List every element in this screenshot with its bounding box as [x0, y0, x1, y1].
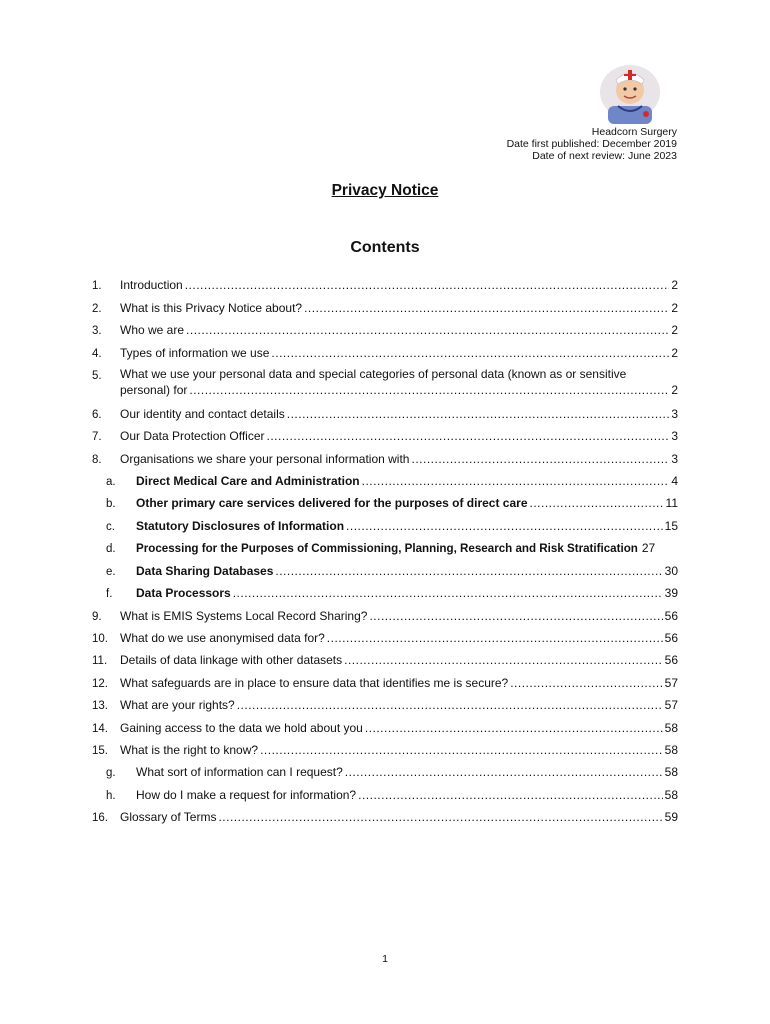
toc-label: What are your rights? — [120, 698, 235, 712]
toc-number: 1. — [92, 280, 102, 292]
toc-entry[interactable] — [92, 696, 678, 712]
toc-entry[interactable] — [92, 344, 678, 360]
contents-heading: Contents — [350, 239, 420, 256]
toc-page: 58 — [664, 743, 678, 757]
toc-label: What is EMIS Systems Local Record Sharing? — [120, 609, 368, 623]
toc-label: Data Sharing Databases — [136, 564, 274, 578]
toc-leader — [369, 609, 662, 623]
toc-leader — [185, 278, 670, 292]
toc-number: f. — [106, 588, 113, 600]
toc-leader — [362, 474, 670, 488]
document-meta — [507, 126, 677, 162]
toc-number: 13. — [92, 700, 108, 712]
toc-page: 58 — [664, 721, 678, 735]
toc-subentry[interactable] — [92, 539, 678, 555]
toc-label: Organisations we share your personal information with — [120, 452, 410, 466]
toc-label: Data Processors — [136, 586, 231, 600]
toc-number: 5. — [92, 370, 102, 382]
toc-number: 10. — [92, 633, 108, 645]
toc-leader — [260, 743, 663, 757]
toc-leader — [218, 810, 662, 824]
toc-entry[interactable] — [92, 299, 678, 315]
toc-number: 11. — [92, 655, 108, 667]
toc-number: c. — [106, 521, 115, 533]
toc-label: What sort of information can I request? — [136, 765, 343, 779]
toc-entry[interactable] — [92, 808, 678, 824]
toc-entry[interactable] — [92, 674, 678, 690]
toc-leader — [411, 452, 669, 466]
toc-entry[interactable] — [92, 405, 678, 421]
page-number: 1 — [382, 953, 388, 965]
toc-number: 9. — [92, 611, 102, 623]
toc-page: 15 — [664, 519, 678, 533]
toc-leader — [530, 496, 664, 510]
toc-entry[interactable] — [92, 450, 678, 466]
toc-leader — [344, 653, 663, 667]
toc-label: Statutory Disclosures of Information — [136, 519, 345, 533]
toc-leader — [345, 765, 663, 779]
toc-label: What is this Privacy Notice about? — [120, 301, 303, 315]
toc-label: How do I make a request for information? — [136, 788, 357, 802]
toc-number: 14. — [92, 723, 108, 735]
toc-label: Our identity and contact details — [120, 407, 285, 421]
toc-label: Direct Medical Care and Administration — [136, 474, 360, 488]
toc-label: Details of data linkage with other datasets — [120, 653, 343, 667]
toc-entry[interactable] — [92, 651, 678, 667]
toc-number: a. — [106, 476, 116, 488]
toc-leader — [186, 323, 669, 337]
toc-page: 58 — [664, 765, 678, 779]
toc-subentry[interactable] — [92, 584, 678, 600]
toc-page: 56 — [664, 653, 678, 667]
toc-entry[interactable] — [92, 276, 678, 292]
toc-page: 27 — [641, 541, 656, 555]
toc-page: 2 — [671, 301, 678, 315]
toc-page: 3 — [671, 407, 678, 421]
toc-leader — [275, 564, 662, 578]
toc-page: 56 — [664, 609, 678, 623]
toc-number: g. — [106, 767, 116, 779]
toc-leader — [510, 676, 662, 690]
toc-leader — [365, 721, 663, 735]
toc-page: 58 — [664, 788, 678, 802]
toc-subentry[interactable] — [92, 472, 678, 488]
toc-entry[interactable] — [92, 719, 678, 735]
toc-label: Introduction — [120, 278, 183, 292]
toc-page: 57 — [664, 676, 678, 690]
toc-page: 30 — [664, 564, 678, 578]
toc-number: 16. — [92, 812, 108, 824]
toc-label: What do we use anonymised data for? — [120, 631, 325, 645]
toc-entry[interactable] — [92, 366, 678, 398]
toc-label: What we use your personal data and special categories of personal data (known as or sensitive — [120, 367, 627, 381]
toc-number: 2. — [92, 303, 102, 315]
toc-label: Types of information we use — [120, 346, 270, 360]
toc-leader — [189, 382, 669, 398]
toc-subentry[interactable] — [92, 786, 678, 802]
toc-leader — [233, 586, 663, 600]
toc-number: 6. — [92, 409, 102, 421]
toc-leader — [358, 788, 663, 802]
toc-number: 15. — [92, 745, 108, 757]
toc-number: 4. — [92, 348, 102, 360]
toc-entry[interactable] — [92, 427, 678, 443]
toc-entry[interactable] — [92, 629, 678, 645]
toc-page: 4 — [671, 474, 678, 488]
toc-page: 2 — [671, 323, 678, 337]
toc-number: 12. — [92, 678, 108, 690]
toc-label: Processing for the Purposes of Commissioning, Planning, Research and Risk Stratification — [136, 542, 638, 555]
surgery-logo — [594, 62, 674, 126]
toc-number: b. — [106, 498, 116, 510]
toc-number: 7. — [92, 431, 102, 443]
toc-leader — [271, 346, 669, 360]
toc-label: Glossary of Terms — [120, 810, 217, 824]
toc-number: h. — [106, 790, 116, 802]
toc-label: Who we are — [120, 323, 185, 337]
toc-label: What is the right to know? — [120, 743, 259, 757]
toc-page: 3 — [671, 452, 678, 466]
toc-label-continued: personal) for — [120, 383, 188, 397]
toc-label: Other primary care services delivered for the purposes of direct care — [136, 496, 528, 510]
toc-entry[interactable] — [92, 741, 678, 757]
toc-leader — [346, 519, 663, 533]
toc-subentry[interactable] — [92, 517, 678, 533]
toc-label: What safeguards are in place to ensure data that identifies me is secure? — [120, 676, 509, 690]
toc-entry[interactable] — [92, 607, 678, 623]
toc-page: 57 — [664, 698, 678, 712]
toc-page: 39 — [664, 586, 678, 600]
toc-number: e. — [106, 566, 116, 578]
practice-name: Headcorn Surgery — [591, 126, 677, 138]
toc-leader — [304, 301, 669, 315]
published-date: Date first published: December 2019 — [506, 138, 677, 150]
toc-label: Our Data Protection Officer — [120, 429, 265, 443]
toc-number: d. — [106, 543, 116, 555]
toc-subentry[interactable] — [92, 763, 678, 779]
toc-page: 3 — [671, 429, 678, 443]
toc-leader — [237, 698, 663, 712]
review-date: Date of next review: June 2023 — [532, 150, 677, 162]
toc-page: 56 — [664, 631, 678, 645]
toc-leader — [287, 407, 670, 421]
toc-page: 11 — [665, 496, 678, 510]
toc-page: 59 — [664, 810, 678, 824]
toc-subentry[interactable] — [92, 562, 678, 578]
toc-entry[interactable] — [92, 321, 678, 337]
toc-page: 2 — [671, 346, 678, 360]
toc-subentry[interactable] — [92, 494, 678, 510]
toc-leader — [327, 631, 663, 645]
toc-page: 2 — [671, 278, 678, 292]
toc-leader — [267, 429, 670, 443]
page-title: Privacy Notice — [331, 182, 439, 199]
toc-label: Gaining access to the data we hold about you — [120, 721, 363, 735]
toc-number: 8. — [92, 454, 102, 466]
toc-number: 3. — [92, 325, 102, 337]
toc-page: 2 — [671, 383, 678, 397]
